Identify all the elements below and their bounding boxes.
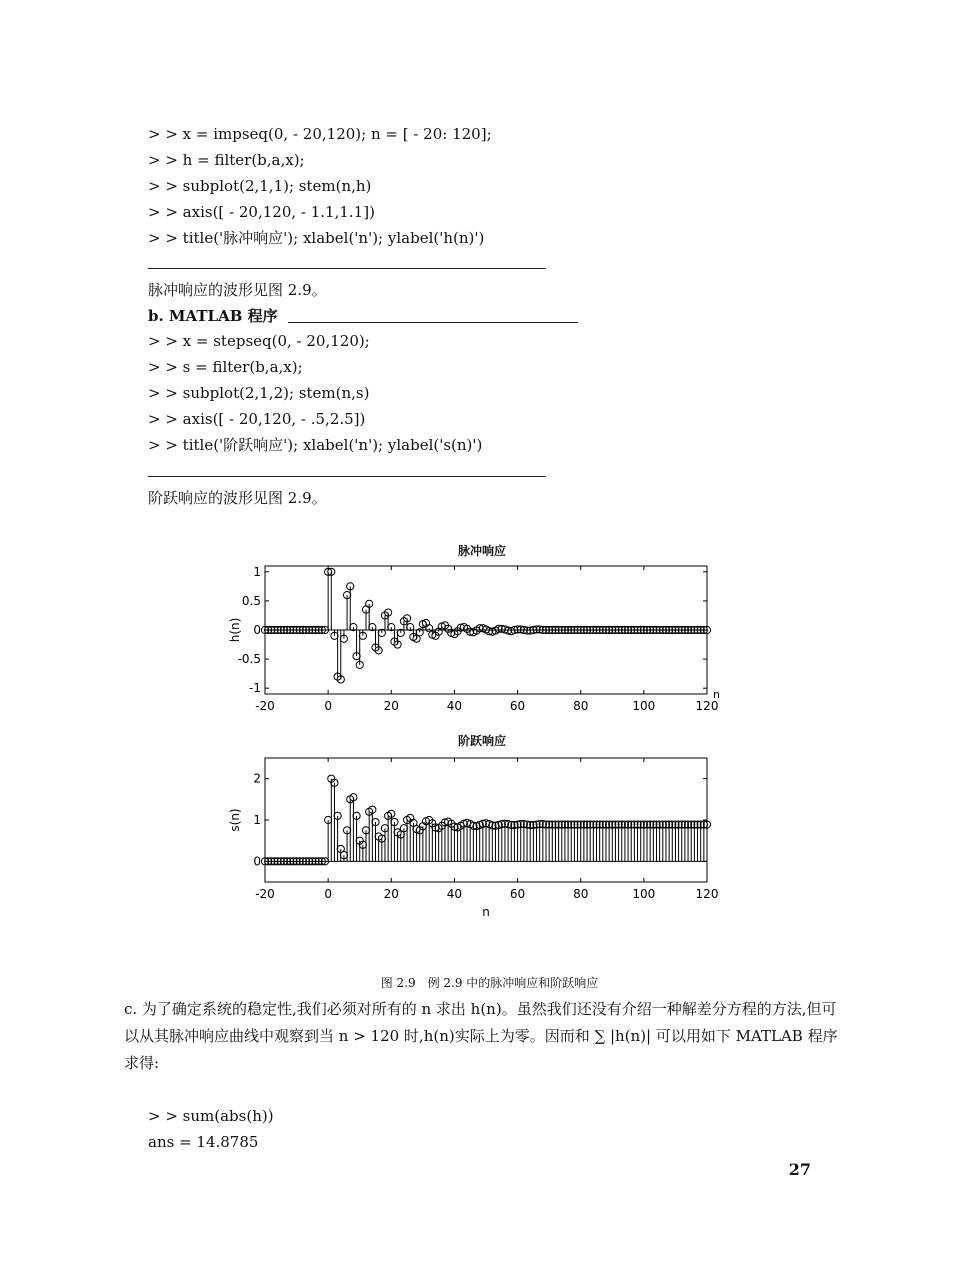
step-chart-title: 阶跃响应 <box>458 734 507 748</box>
y-tick-label: 1 <box>253 564 261 579</box>
divider <box>148 476 546 477</box>
x-axis-label: n <box>713 688 720 701</box>
y-tick-label: 0.5 <box>241 593 261 608</box>
code-line: > > title('脉冲响应'); xlabel('n'); ylabel('h(n)') <box>148 229 485 247</box>
x-tick-label: 120 <box>695 887 719 901</box>
x-tick-label: -20 <box>255 699 275 713</box>
code-line: > > x = impseq(0, - 20,120); n = [ - 20: 120]; <box>148 125 492 143</box>
x-tick-label: 0 <box>324 699 332 713</box>
x-tick-label: 80 <box>573 699 589 713</box>
x-tick-label: 40 <box>446 887 463 901</box>
x-tick-label: -20 <box>255 887 275 901</box>
code-line: > > axis([ - 20,120, - 1.1,1.1]) <box>148 203 375 221</box>
divider <box>148 268 546 269</box>
y-tick-label: 0 <box>253 854 261 869</box>
x-tick-label: 40 <box>446 699 463 713</box>
y-tick-label: -0.5 <box>237 652 261 667</box>
x-tick-label: 60 <box>509 887 526 901</box>
code-line: > > subplot(2,1,2); stem(n,s) <box>148 384 370 402</box>
y-axis-label: s(n) <box>228 808 242 832</box>
code-line: > > h = filter(b,a,x); <box>148 151 305 169</box>
x-tick-label: 100 <box>632 887 656 901</box>
code-line: > > title('阶跃响应'); xlabel('n'); ylabel('s(n)') <box>148 436 483 454</box>
y-tick-label: 1 <box>253 813 261 827</box>
section-b-label: b. MATLAB 程序 <box>148 307 278 325</box>
x-tick-label: 120 <box>695 699 719 713</box>
step-reference-text: 阶跃响应的波形见图 2.9。 <box>148 489 327 507</box>
paragraph-c: c. 为了确定系统的稳定性,我们必须对所有的 n 求出 h(n)。虽然我们还没有介绍一种解差分方程的方法,但可以从其脉冲响应曲线中观察到当 n > 120 时,h(n)实际上为零。因而和 ∑ |h(n)| 可以用如下 MATLAB 程序求得: <box>124 1000 838 1072</box>
code-line: ans = 14.8785 <box>148 1133 259 1151</box>
code-line: > > s = filter(b,a,x); <box>148 358 303 376</box>
code-line: > > subplot(2,1,1); stem(n,h) <box>148 177 372 195</box>
divider <box>288 322 578 323</box>
x-tick-label: 80 <box>573 887 589 901</box>
y-tick-label: -1 <box>249 681 261 696</box>
code-line: > > axis([ - 20,120, - .5,2.5]) <box>148 410 366 428</box>
code-line: > > sum(abs(h)) <box>148 1107 274 1125</box>
code-line: > > x = stepseq(0, - 20,120); <box>148 332 370 350</box>
x-tick-label: 60 <box>509 699 526 713</box>
x-tick-label: 20 <box>383 699 399 713</box>
figure-caption: 图 2.9 例 2.9 中的脉冲响应和阶跃响应 <box>380 976 599 990</box>
impulse-response-chart <box>215 558 735 728</box>
impulse-chart-title: 脉冲响应 <box>458 544 507 558</box>
y-tick-label: 0 <box>253 623 261 637</box>
y-axis-label: h(n) <box>228 617 242 643</box>
page-number: 27 <box>788 1160 811 1179</box>
x-axis-label: n <box>482 905 490 919</box>
step-response-chart <box>215 752 735 932</box>
x-tick-label: 0 <box>324 887 332 901</box>
y-tick-label: 2 <box>253 771 261 786</box>
x-tick-label: 100 <box>632 699 656 713</box>
impulse-reference-text: 脉冲响应的波形见图 2.9。 <box>148 281 327 299</box>
x-tick-label: 20 <box>383 887 399 901</box>
